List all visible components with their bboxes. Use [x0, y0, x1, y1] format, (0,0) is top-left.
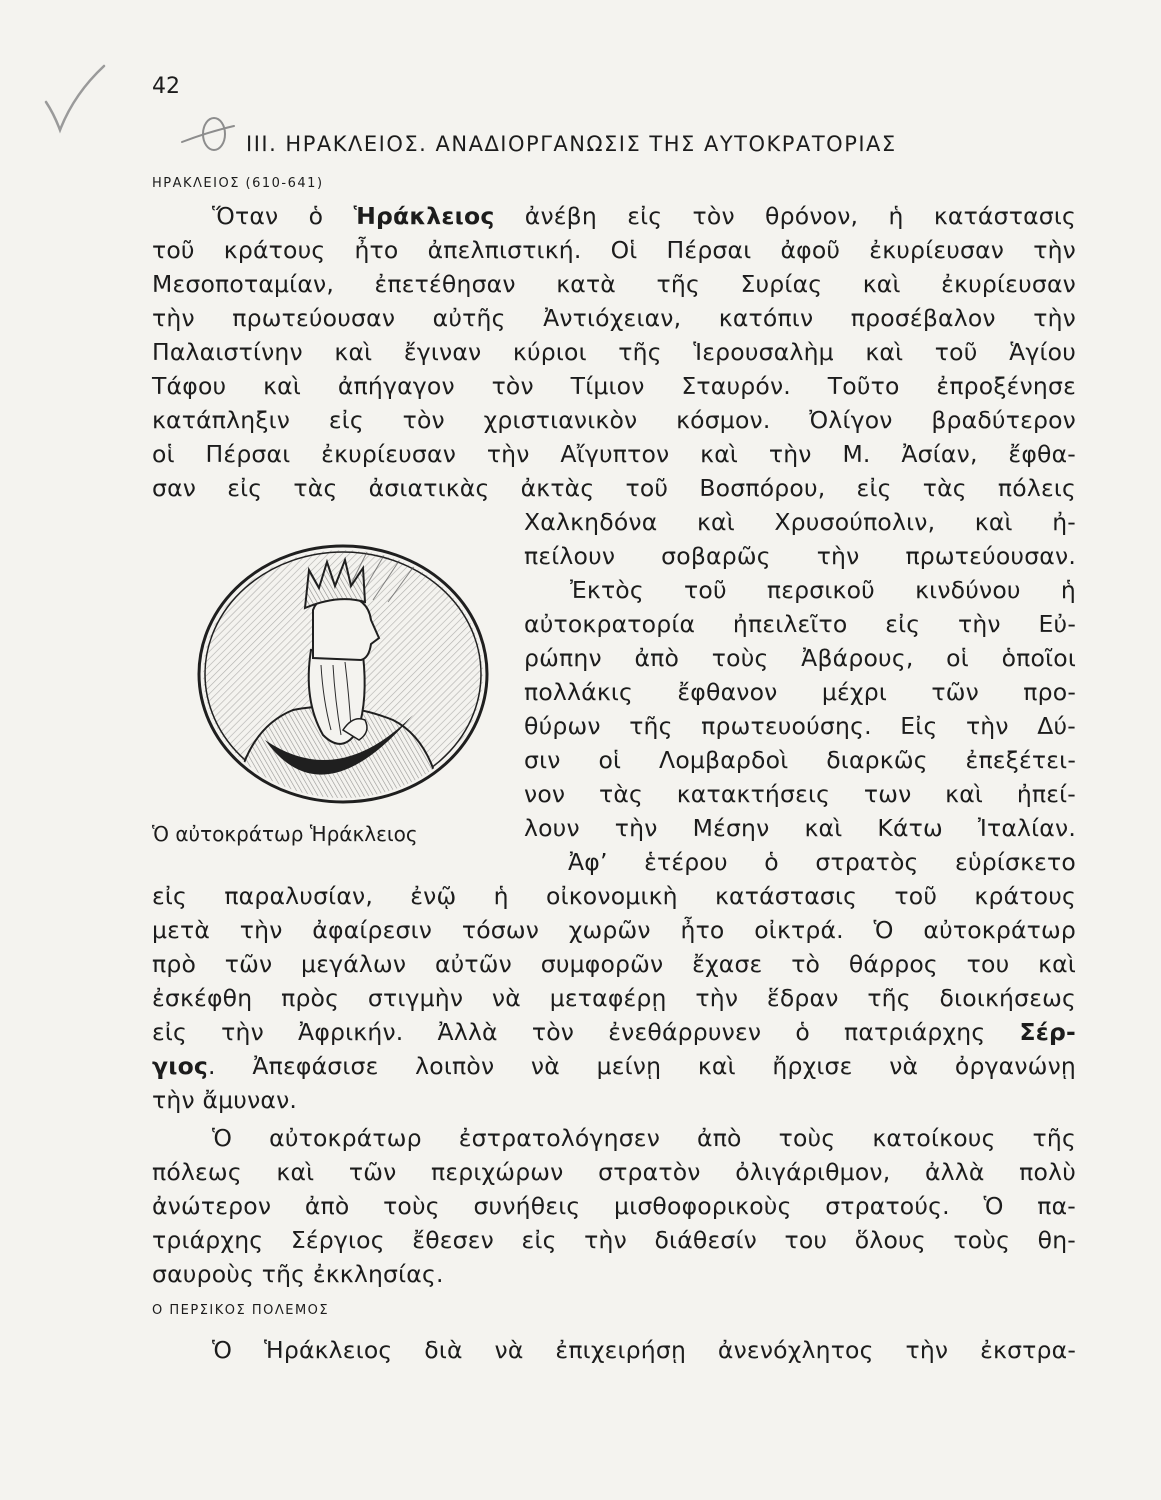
- text-line: ἀνώτερον ἀπὸ τοὺς συνήθεις μισθοφορικοὺς στρατούς. Ὁ πα-: [152, 1192, 1076, 1220]
- text-line: αὐτοκρατορία ἠπειλεῖτο εἰς τὴν Εὐ-: [524, 610, 1076, 638]
- text-line: Παλαιστίνην καὶ ἔγιναν κύριοι τῆς Ἱερουσαλὴμ καὶ τοῦ Ἁγίου: [152, 338, 1076, 366]
- text-line: σαν εἰς τὰς ἀσιατικὰς ἀκτὰς τοῦ Βοσπόρου, εἰς τὰς πόλεις: [152, 474, 1076, 502]
- sidenote-heraclius: ΗΡΑΚΛΕΙΟΣ (610-641): [152, 176, 324, 191]
- text-line: νον τὰς κατακτήσεις των καὶ ἠπεί-: [524, 780, 1076, 808]
- text-line: πολλάκις ἔφθανον μέχρι τῶν προ-: [524, 678, 1076, 706]
- page-number: 42: [152, 74, 180, 99]
- text-line: Ὅταν ὁ Ἡράκλειος ἀνέβη εἰς τὸν θρόνον, ἡ κατάστασις: [212, 202, 1076, 230]
- text-line: Ὁ Ἡράκλειος διὰ νὰ ἐπιχειρήσῃ ἀνενόχλητος τὴν ἐκστρα-: [212, 1336, 1076, 1364]
- chapter-title: ΙΙΙ. ΗΡΑΚΛΕΙΟΣ. ΑΝΑΔΙΟΡΓΑΝΩΣΙΣ ΤΗΣ ΑΥΤΟΚΡΑΤΟΡΙΑΣ: [246, 132, 897, 156]
- text-line: θύρων τῆς πρωτευούσης. Εἰς τὴν Δύ-: [524, 712, 1076, 740]
- text-line: πόλεως καὶ τῶν περιχώρων στρατὸν ὀλιγάριθμον, ἀλλὰ πολὺ: [152, 1158, 1076, 1186]
- text-line: Τάφου καὶ ἀπήγαγον τὸν Τίμιον Σταυρόν. Τοῦτο ἐπροξένησε: [152, 372, 1076, 400]
- text-line: ἐσκέφθη πρὸς στιγμὴν νὰ μεταφέρῃ τὴν ἕδραν τῆς διοικήσεως: [152, 984, 1076, 1012]
- pencil-check-mark: [40, 58, 110, 138]
- text-line: Μεσοποταμίαν, ἐπετέθησαν κατὰ τῆς Συρίας καὶ ἐκυρίευσαν: [152, 270, 1076, 298]
- text-line: λουν τὴν Μέσην καὶ Κάτω Ἰταλίαν.: [524, 814, 1076, 842]
- text-line: Ἀφ’ ἑτέρου ὁ στρατὸς εὑρίσκετο: [568, 848, 1076, 876]
- text-line: σιν οἱ Λομβαρδοὶ διαρκῶς ἐπεξέτει-: [524, 746, 1076, 774]
- emperor-heraclius-portrait: [193, 540, 493, 808]
- text-line: τοῦ κράτους ἦτο ἀπελπιστική. Οἱ Πέρσαι ἀφοῦ ἐκυρίευσαν τὴν: [152, 236, 1076, 264]
- text-line: οἱ Πέρσαι ἐκυρίευσαν τὴν Αἴγυπτον καὶ τὴν Μ. Ἀσίαν, ἔφθα-: [152, 440, 1076, 468]
- text-line: τριάρχης Σέργιος ἔθεσεν εἰς τὴν διάθεσίν του ὅλους τοὺς θη-: [152, 1226, 1076, 1254]
- text-line: πείλουν σοβαρῶς τὴν πρωτεύουσαν.: [524, 542, 1076, 570]
- text-line: εἰς τὴν Ἀφρικήν. Ἀλλὰ τὸν ἐνεθάρρυνεν ὁ πατριάρχης Σέρ-: [152, 1018, 1076, 1046]
- text-line: γιος. Ἀπεφάσισε λοιπὸν νὰ μείνῃ καὶ ἤρχισε νὰ ὀργανώνῃ: [152, 1052, 1076, 1080]
- text-line: τὴν ἄμυναν.: [152, 1086, 298, 1114]
- text-line: κατάπληξιν εἰς τὸν χριστιανικὸν κόσμον. Ὀλίγον βραδύτερον: [152, 406, 1076, 434]
- text-line: πρὸ τῶν μεγάλων αὐτῶν συμφορῶν ἔχασε τὸ θάρρος του καὶ: [152, 950, 1076, 978]
- text-line: Χαλκηδόνα καὶ Χρυσούπολιν, καὶ ἠ-: [524, 508, 1076, 536]
- text-line: μετὰ τὴν ἀφαίρεσιν τόσων χωρῶν ἦτο οἰκτρά. Ὁ αὐτοκράτωρ: [152, 916, 1076, 944]
- text-line: ρώπην ἀπὸ τοὺς Ἀβάρους, οἱ ὁποῖοι: [524, 644, 1076, 672]
- text-line: Ὁ αὐτοκράτωρ ἐστρατολόγησεν ἀπὸ τοὺς κατοίκους τῆς: [212, 1124, 1076, 1152]
- portrait-caption: Ὁ αὐτοκράτωρ Ἡράκλειος: [152, 822, 418, 846]
- text-line: Ἐκτὸς τοῦ περσικοῦ κινδύνου ἡ: [570, 576, 1076, 604]
- text-line: τὴν πρωτεύουσαν αὐτῆς Ἀντιόχειαν, κατόπιν προσέβαλον τὴν: [152, 304, 1076, 332]
- text-line: σαυροὺς τῆς ἐκκλησίας.: [152, 1260, 444, 1288]
- pencil-annotation-mark: [178, 112, 238, 158]
- text-line: εἰς παραλυσίαν, ἐνῷ ἡ οἰκονομικὴ κατάστασις τοῦ κράτους: [152, 882, 1076, 910]
- sidenote-persian-war: Ο ΠΕΡΣΙΚΟΣ ΠΟΛΕΜΟΣ: [152, 1303, 330, 1318]
